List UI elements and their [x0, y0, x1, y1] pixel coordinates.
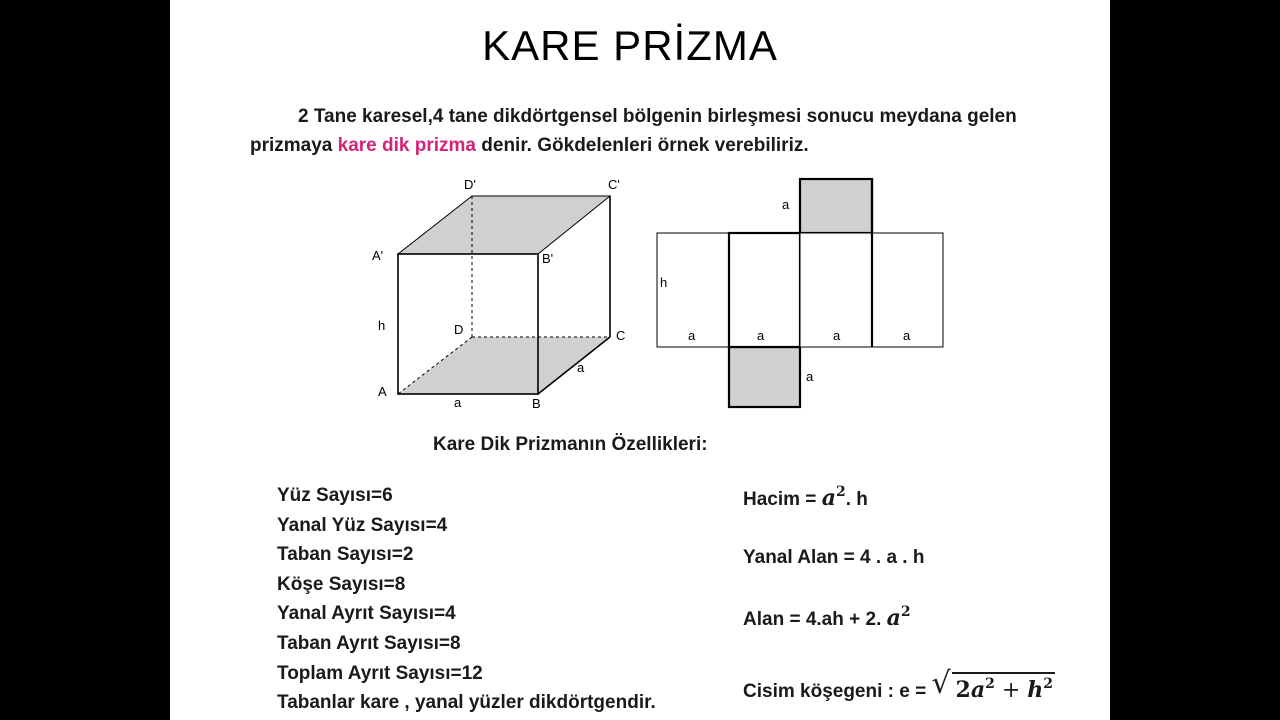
intro-highlight: kare dik prizma [337, 135, 476, 156]
properties-title: Kare Dik Prizmanın Özellikleri: [433, 434, 708, 455]
diagonal-formula: Cisim köşegeni : e = √ $2a^2 + h^2$ [743, 666, 1053, 703]
surface-area-formula: Alan = 4.ah + 2. $a^2$ [743, 604, 911, 631]
net-bottom-square [729, 347, 800, 407]
intro-text-before: 2 Tane karesel,4 tane dikdörtgensel bölgenin birleşmesi sonucu meydana gelen prizmaya [250, 106, 1017, 156]
slide-title: KARE PRİZMA [482, 22, 778, 69]
volume-formula: Hacim = $a^2$. h [743, 484, 868, 511]
lateral-area-formula: Yanal Alan = 4 . a . h [743, 547, 925, 568]
net-label-h: h [660, 275, 668, 290]
prism-label-B1: B' [542, 251, 554, 266]
property-item: Taban Ayrıt Sayısı=8 [277, 632, 461, 654]
net-label-bottom-a2: a [757, 328, 765, 343]
prism-label-C: C [616, 328, 626, 343]
property-item: Yüz Sayısı=6 [277, 485, 393, 506]
net-side-2 [729, 233, 800, 347]
slide [170, 0, 1110, 720]
net-label-bottom-a3: a [833, 328, 841, 343]
prism-diagram [372, 177, 625, 411]
prism-label-a-side: a [577, 360, 585, 375]
property-item: Toplam Ayrıt Sayısı=12 [277, 662, 483, 684]
property-item: Yanal Yüz Sayısı=4 [277, 514, 448, 536]
prism-net-diagram [657, 179, 943, 407]
prism-label-B: B [532, 396, 541, 411]
net-label-top-a: a [782, 197, 790, 212]
property-item: Taban Sayısı=2 [277, 544, 414, 566]
prism-label-A1: A' [372, 248, 384, 263]
properties-list [277, 481, 656, 718]
net-top-square [800, 179, 872, 233]
square-root: √ $2a^2 + h^2$ [931, 666, 1053, 703]
property-item: Yanal Ayrıt Sayısı=4 [277, 603, 456, 625]
net-label-bottom-a1: a [688, 328, 696, 343]
property-item: Köşe Sayısı=8 [277, 573, 406, 595]
prism-label-A: A [378, 384, 387, 399]
prism-label-D1: D' [464, 177, 476, 192]
net-label-right-a: a [806, 369, 814, 384]
net-label-bottom-a4: a [903, 328, 911, 343]
prism-label-C1: C' [608, 177, 620, 192]
property-item: Tabanlar kare , yanal yüzler dikdörtgendir. [277, 692, 656, 714]
prism-label-D: D [454, 322, 464, 337]
prism-top-face [398, 196, 610, 254]
intro-text-after: denir. Gökdelenleri örnek verebiliriz. [476, 135, 809, 156]
prism-label-a-front: a [454, 395, 462, 410]
prism-label-h: h [378, 318, 386, 333]
